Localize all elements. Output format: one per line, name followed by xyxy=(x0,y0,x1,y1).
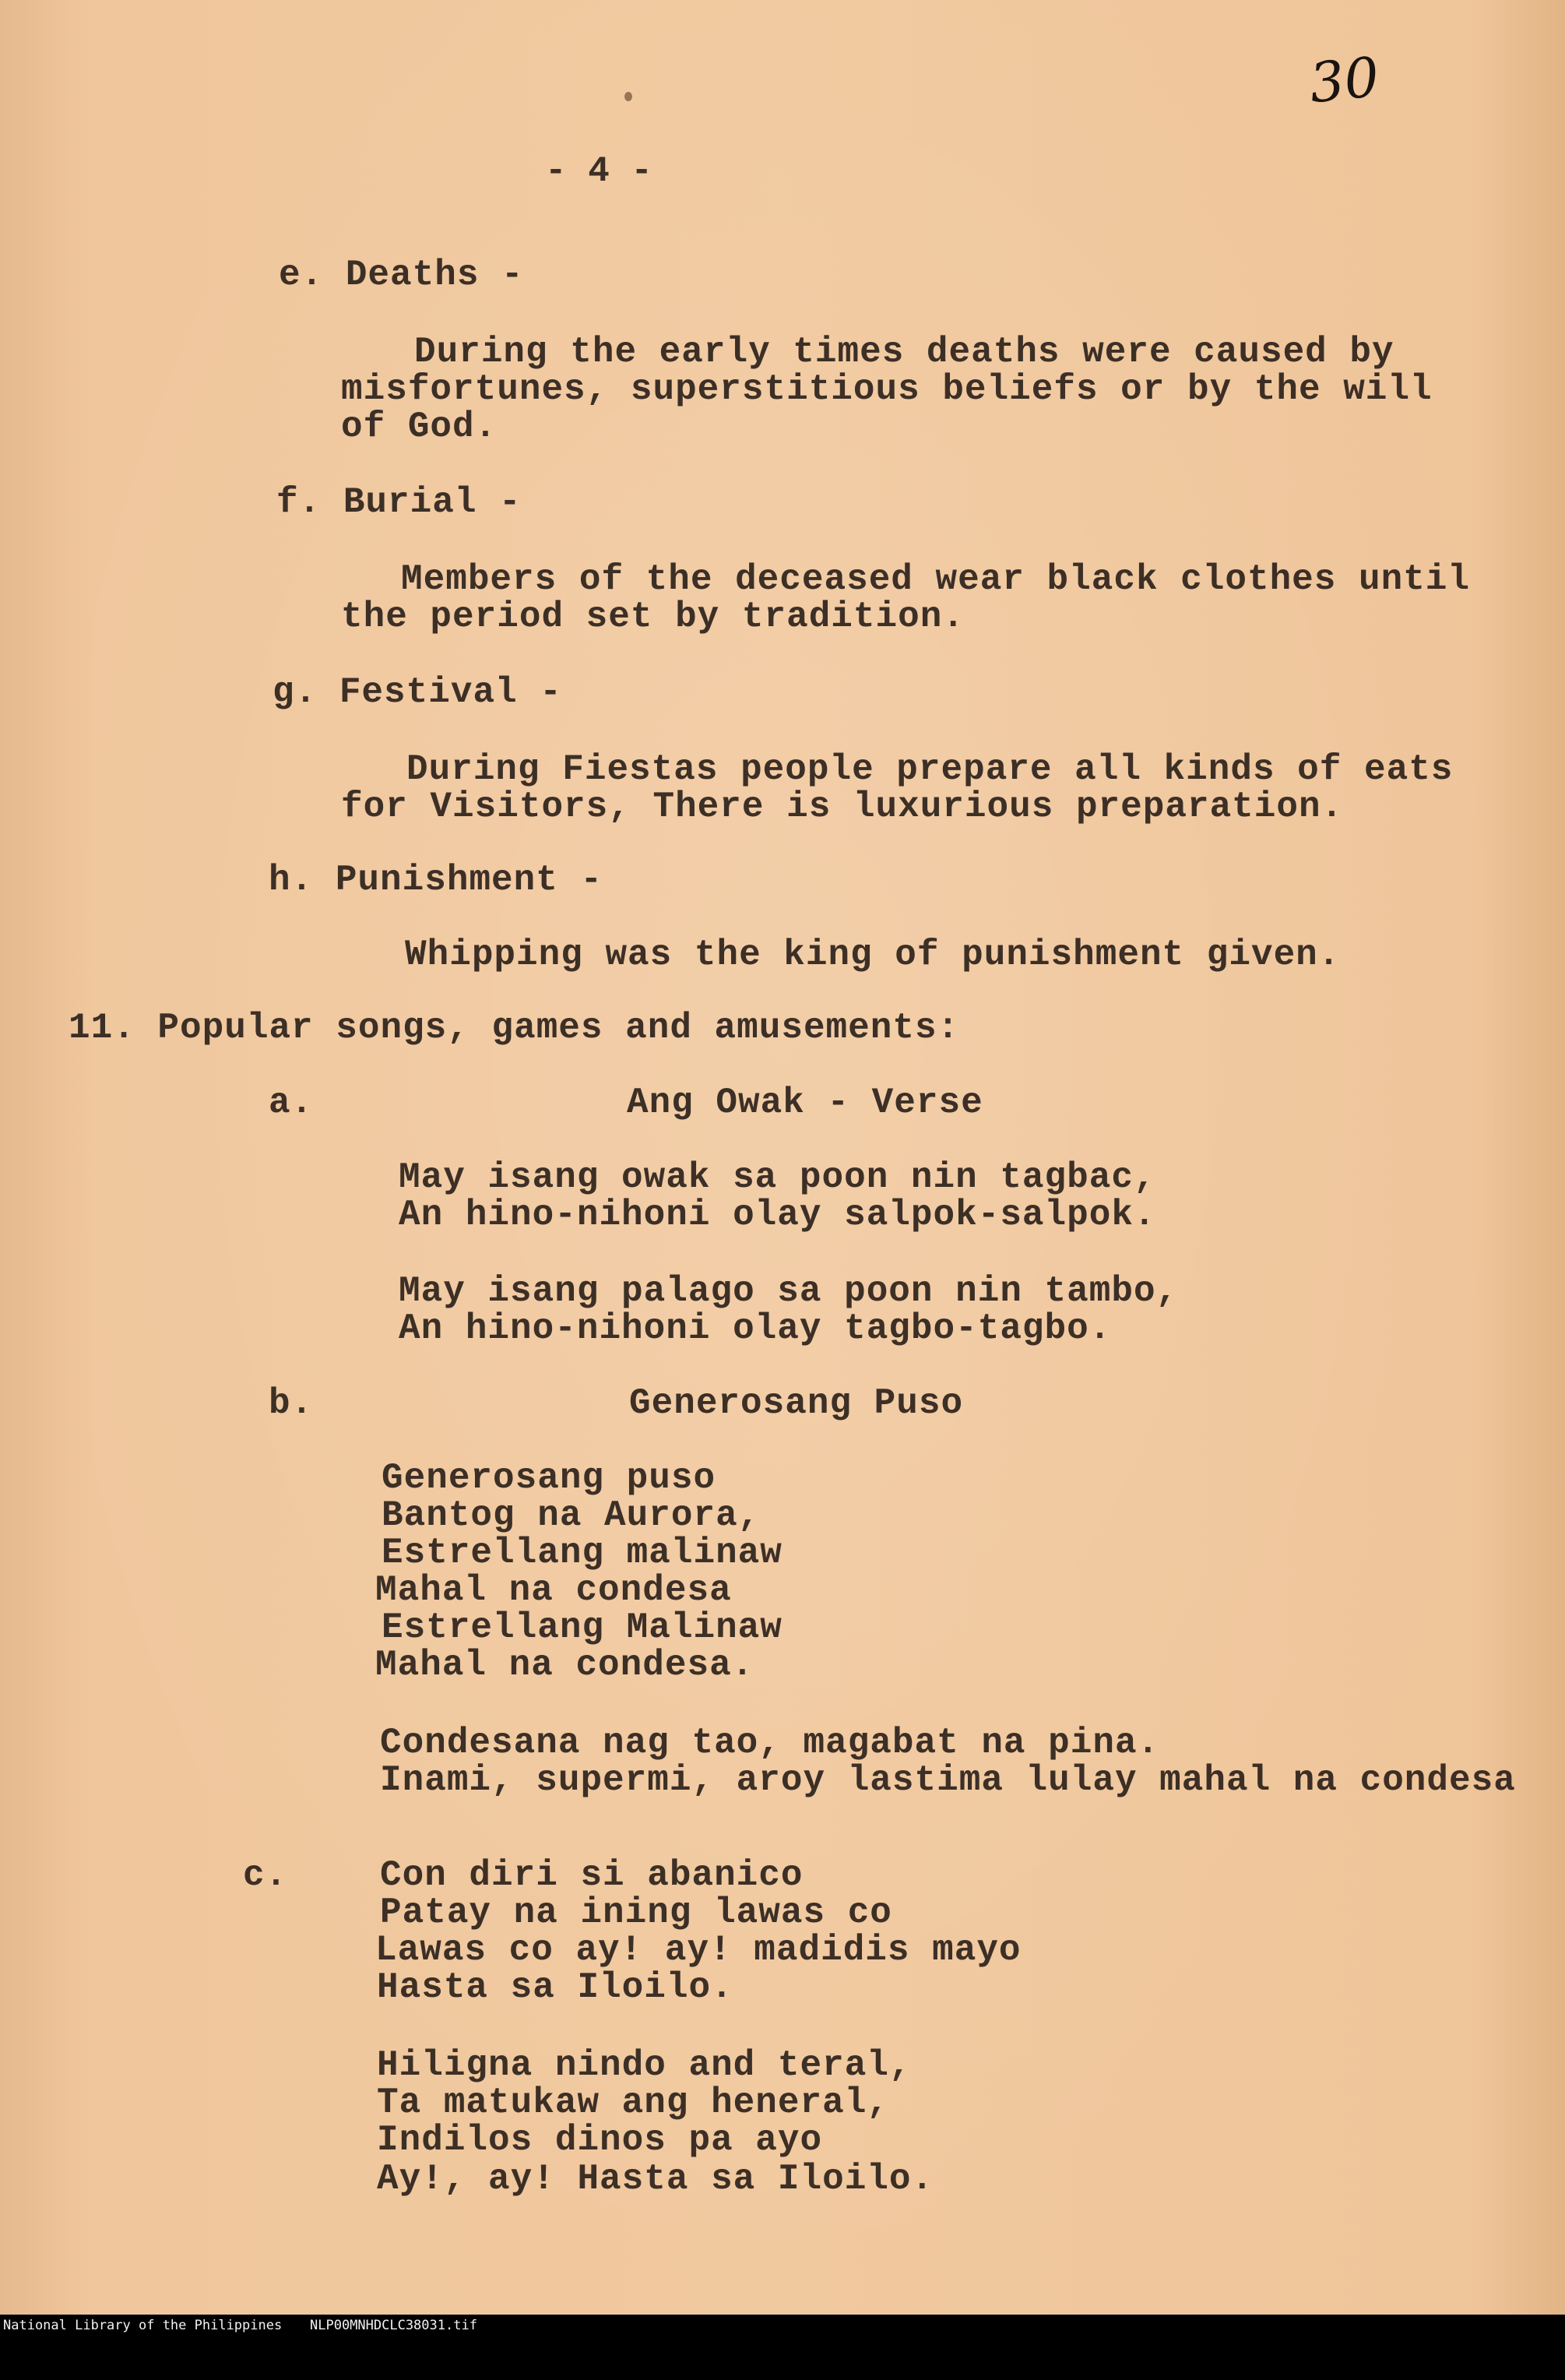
song-a-line-1: May isang owak sa poon nin tagbac, xyxy=(399,1157,1156,1198)
festival-line-2: for Visitors, There is luxurious preparation. xyxy=(341,787,1344,827)
heading-deaths: e. Deaths - xyxy=(279,255,524,295)
festival-line-1: During Fiestas people prepare all kinds of eats xyxy=(406,749,1454,790)
item-c-letter: c. xyxy=(243,1855,288,1896)
song-a-title: Ang Owak - Verse xyxy=(627,1083,983,1123)
song-c-line-5: Hiligna nindo and teral, xyxy=(377,2045,912,2086)
song-c-line-6: Ta matukaw ang heneral, xyxy=(377,2082,889,2123)
heading-punishment: h. Punishment - xyxy=(269,860,603,900)
song-b-line-3: Estrellang malinaw xyxy=(382,1533,782,1573)
song-b-line-8: Inami, supermi, aroy lastima lulay mahal na condesa xyxy=(380,1760,1516,1801)
song-c-line-7: Indilos dinos pa ayo xyxy=(377,2120,823,2160)
item-11-heading: 11. Popular songs, games and amusements: xyxy=(69,1008,960,1048)
song-c-line-2: Patay na ining lawas co xyxy=(380,1892,892,1933)
song-b-line-4: Mahal na condesa xyxy=(375,1570,732,1611)
deaths-line-2: misfortunes, superstitious beliefs or by the will xyxy=(341,369,1433,410)
song-a-line-2: An hino-nihoni olay salpok-salpok. xyxy=(399,1195,1156,1235)
archive-footer xyxy=(0,2315,1565,2336)
deaths-line-3: of God. xyxy=(341,407,498,447)
burial-line-2: the period set by tradition. xyxy=(341,597,965,637)
song-b-line-7: Condesana nag tao, magabat na pina. xyxy=(380,1723,1160,1763)
burial-line-1: Members of the deceased wear black clothes until xyxy=(401,559,1471,600)
ink-speck xyxy=(624,92,632,101)
song-b-line-5: Estrellang Malinaw xyxy=(382,1607,782,1648)
deaths-line-1: During the early times deaths were caused by xyxy=(414,332,1394,372)
song-b-line-1: Generosang puso xyxy=(382,1458,716,1498)
song-c-line-4: Hasta sa Iloilo. xyxy=(377,1967,733,2008)
song-a-line-4: An hino-nihoni olay tagbo-tagbo. xyxy=(399,1308,1112,1349)
song-a-line-3: May isang palago sa poon nin tambo, xyxy=(399,1271,1179,1311)
heading-festival: g. Festival - xyxy=(273,672,562,713)
heading-burial: f. Burial - xyxy=(276,482,522,523)
punishment-line-1: Whipping was the king of punishment given. xyxy=(405,935,1341,975)
song-b-title: Generosang Puso xyxy=(629,1383,964,1424)
page-number: - 4 - xyxy=(545,151,653,192)
item-a-letter: a. xyxy=(269,1083,314,1123)
item-b-letter: b. xyxy=(269,1383,314,1424)
song-b-line-2: Bantog na Aurora, xyxy=(382,1495,761,1536)
footer-source: National Library of the Philippines xyxy=(3,2318,283,2333)
song-c-line-1: Con diri si abanico xyxy=(380,1855,804,1896)
song-c-line-8: Ay!, ay! Hasta sa Iloilo. xyxy=(377,2159,934,2199)
handwritten-page-number: 30 xyxy=(1306,44,1383,116)
song-c-line-3: Lawas co ay! ay! madidis mayo xyxy=(375,1930,1022,1970)
footer-filename: NLP00MNHDCLC38031.tif xyxy=(310,2318,477,2333)
song-b-line-6: Mahal na condesa. xyxy=(375,1645,754,1685)
